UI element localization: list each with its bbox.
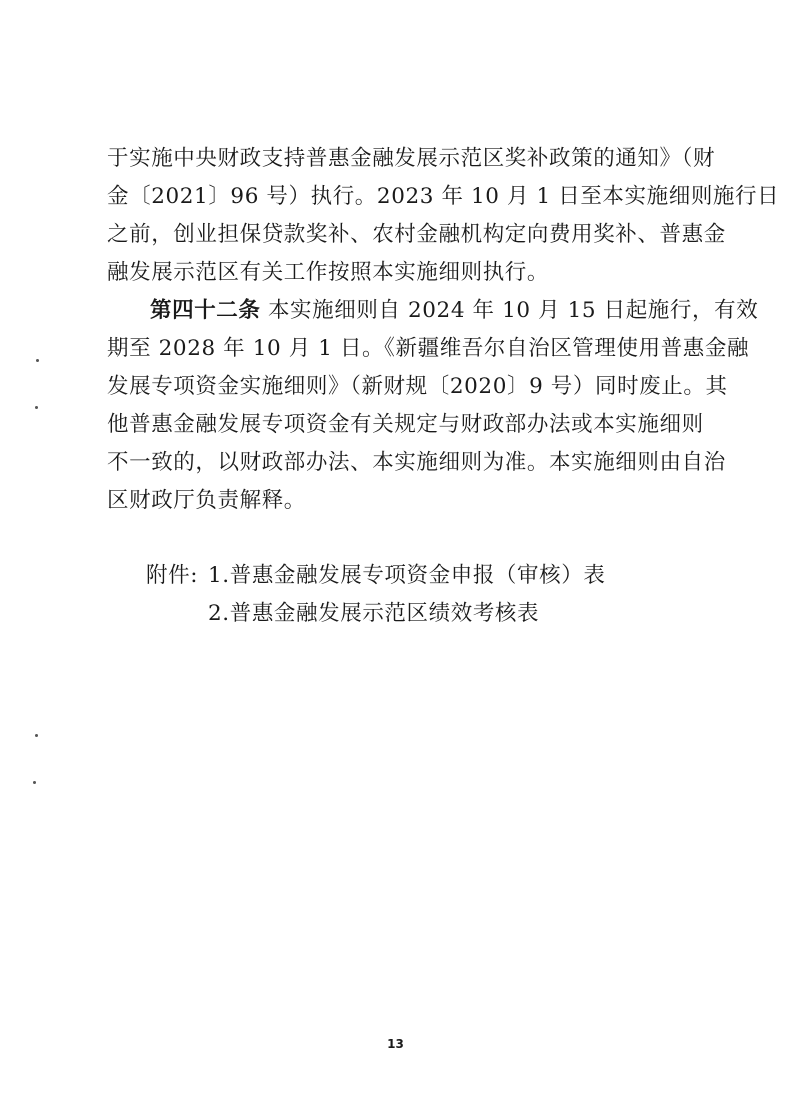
attachment-item-2: 2.普惠金融发展示范区绩效考核表 — [208, 601, 540, 626]
article-line: 发展专项资金实施细则》（新财规〔2020〕9 号）同时废止。其 — [107, 374, 728, 399]
article-line: 期至 2028 年 10 月 1 日。《新疆维吾尔自治区管理使用普惠金融 — [107, 336, 750, 361]
scan-speck — [35, 734, 38, 737]
paragraph-line: 之前，创业担保贷款奖补、农村金融机构定向费用奖补、普惠金 — [107, 222, 726, 247]
article-text: 本实施细则自 2024 年 10 月 15 日起施行，有效 — [267, 298, 759, 323]
scan-speck — [35, 406, 38, 409]
attachment-item-1: 1.普惠金融发展专项资金申报（审核）表 — [208, 563, 606, 588]
article-line: 不一致的，以财政部办法、本实施细则为准。本实施细则由自治 — [107, 450, 726, 475]
paragraph-line: 融发展示范区有关工作按照本实施细则执行。 — [107, 260, 550, 285]
scan-speck — [33, 781, 36, 784]
paragraph-line: 于实施中央财政支持普惠金融发展示范区奖补政策的通知》（财 — [107, 146, 716, 171]
article-42-first-line — [150, 296, 758, 326]
page-number: 13 — [387, 1037, 404, 1051]
article-line: 他普惠金融发展专项资金有关规定与财政部办法或本实施细则 — [107, 412, 704, 437]
paragraph-line: 金〔2021〕96 号）执行。2023 年 10 月 1 日至本实施细则施行日 — [107, 184, 780, 209]
article-line: 区财政厅负责解释。 — [107, 488, 306, 513]
attachments-label: 附件: — [146, 563, 199, 588]
scan-speck — [36, 359, 39, 362]
article-heading: 第四十二条 — [150, 298, 261, 323]
